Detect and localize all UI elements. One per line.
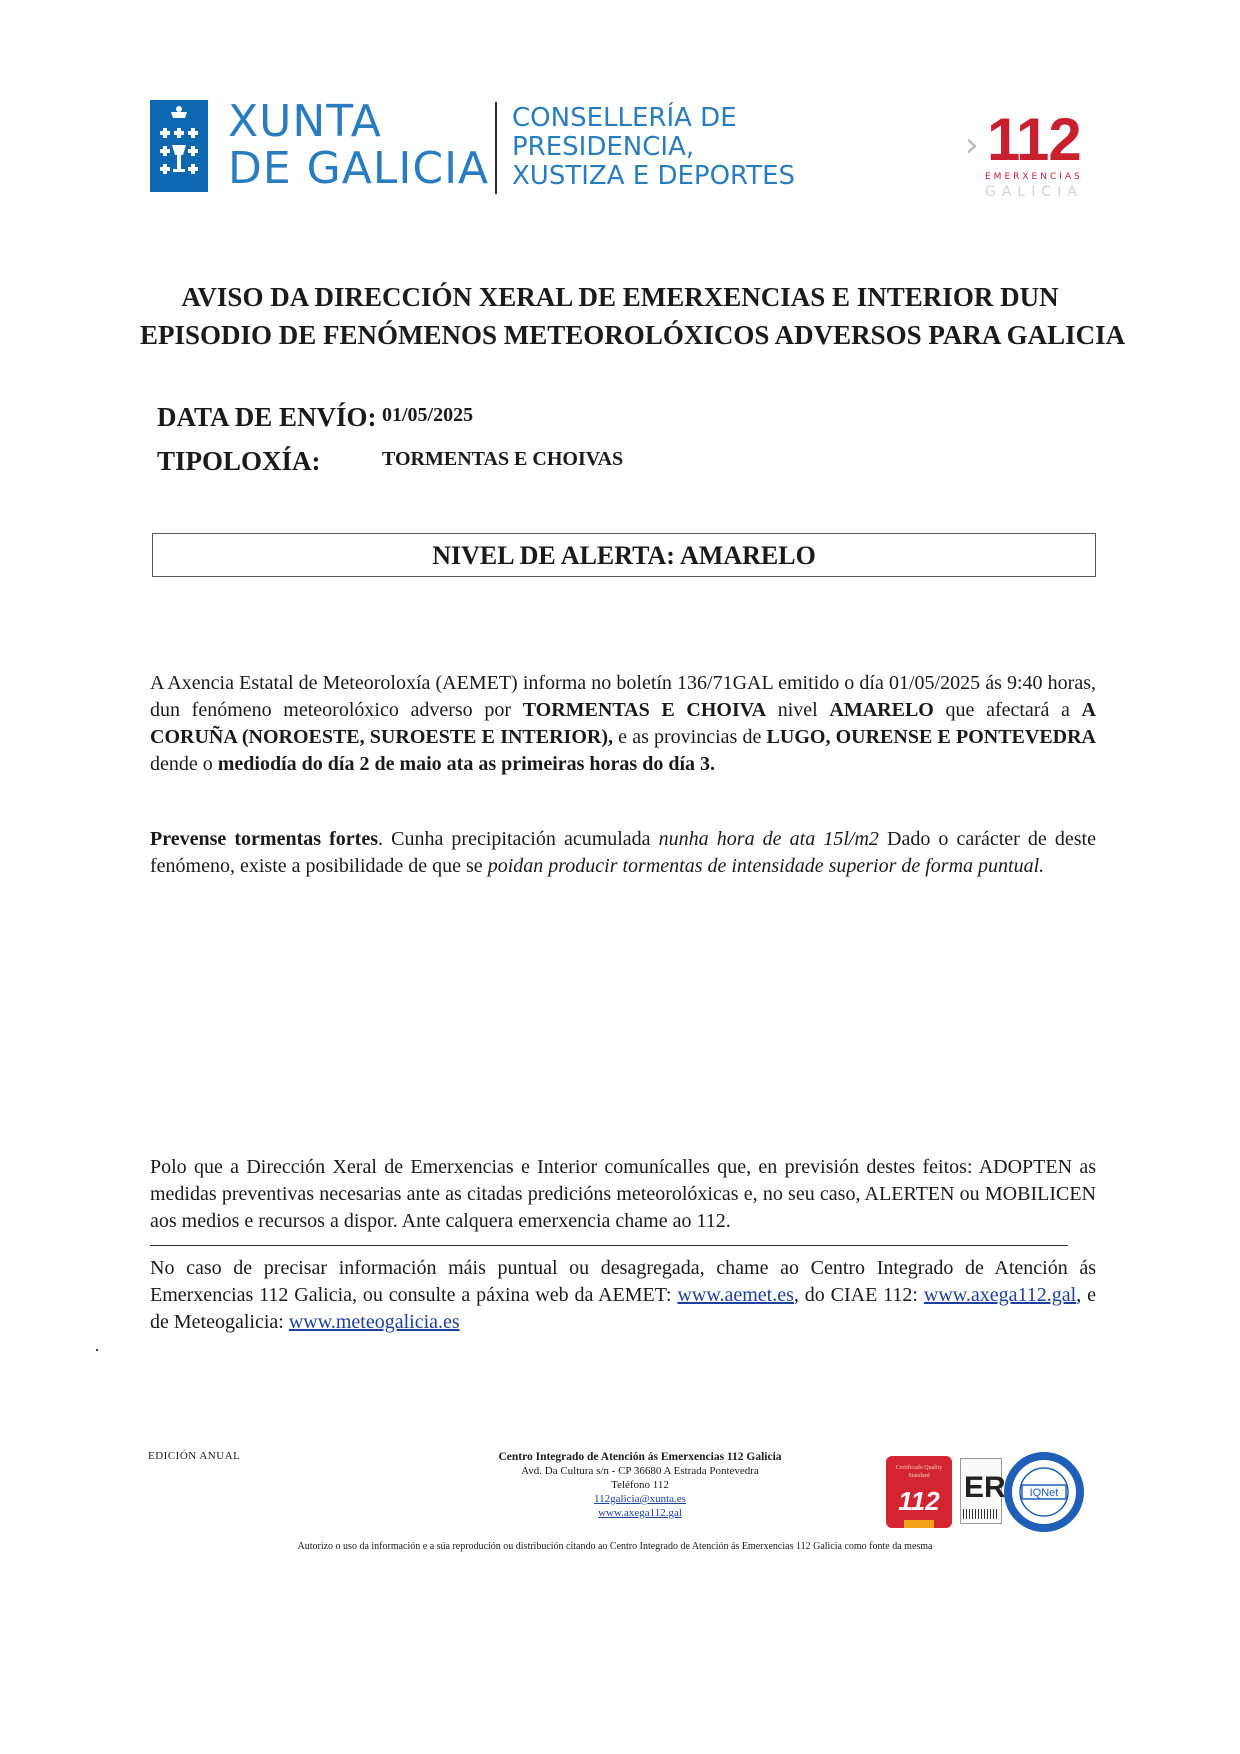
date-label: DATA DE ENVÍO: bbox=[157, 402, 377, 432]
date-value: 01/05/2025 bbox=[382, 404, 474, 426]
p1-bold-coruna: A CORUÑA (NOROESTE, SUROESTE E INTERIOR), bbox=[150, 699, 1096, 748]
paragraph-measures: Polo que a Dirección Xeral de Emerxencias e Interior comunícalles que, en previsión destes feitos: ADOPTEN as medidas preventivas necesarias ante as citadas predicións meteorolóxicas e, no seu caso, ALERTEN ou MOBILICEN aos medios e recursos a dispor. Ante calquera emerxencia chame ao 112. bbox=[150, 1156, 1096, 1232]
xunta-line1: XUNTA bbox=[228, 96, 382, 147]
footer-address: Avd. Da Cultura s/n - CP 36680 A Estrada Pontevedra bbox=[521, 1465, 759, 1477]
e112-subtitle: EMERXENCIAS bbox=[985, 172, 1083, 182]
p4-text2: , do CIAE 112: bbox=[793, 1284, 924, 1306]
cert-er-text: ER bbox=[964, 1471, 1006, 1504]
conselleria-name bbox=[512, 104, 795, 191]
paragraph-forecast bbox=[150, 826, 1096, 880]
iqnet-certificate-icon bbox=[1004, 1452, 1084, 1532]
axega112-link[interactable]: www.axega112.gal bbox=[923, 1284, 1077, 1306]
chevron-right-icon: › bbox=[965, 125, 979, 165]
footer-center-title: Centro Integrado de Atención ás Emerxencias 112 Galicia bbox=[498, 1451, 782, 1463]
type-value: TORMENTAS E CHOIVAS bbox=[382, 448, 624, 470]
p1-text5: dende o bbox=[150, 753, 218, 775]
p4-text3: , e de Meteogalicia: bbox=[150, 1284, 1096, 1333]
aenor-er-certificate-icon bbox=[960, 1458, 1006, 1524]
footer-web-link[interactable]: www.axega112.gal bbox=[598, 1507, 682, 1519]
cert-er-stripes bbox=[963, 1509, 999, 1519]
conselleria-line2: PRESIDENCIA, bbox=[512, 132, 695, 162]
conselleria-line3: XUSTIZA E DEPORTES bbox=[512, 161, 796, 191]
cert-112-small-text: Certificado Quality Standard bbox=[895, 1465, 943, 1479]
p2-italic-rain: nunha hora de ata 15l/m2 bbox=[658, 828, 879, 850]
p4-text1: No caso de precisar información máis puntual ou desagregada, chame ao Centro Integrado de Atención ás Emerxencias 112 Galicia, ou consulte a páxina web da AEMET: bbox=[150, 1257, 1096, 1306]
p1-text3: que afectará a bbox=[933, 699, 1082, 721]
aemet-link[interactable]: www.aemet.es bbox=[677, 1284, 794, 1306]
xunta-logo-text bbox=[228, 98, 489, 192]
p1-text2: nivel bbox=[766, 699, 830, 721]
alert-level-text: NIVEL DE ALERTA: AMARELO bbox=[432, 541, 816, 570]
separator-line bbox=[150, 1245, 1068, 1246]
xunta-line2: DE GALICIA bbox=[228, 143, 490, 194]
e112-region: GALICIA bbox=[985, 184, 1083, 200]
title-line2: EPISODIO DE FENÓMENOS METEOROLÓXICOS ADVERSOS PARA GALICIA bbox=[140, 320, 1126, 350]
e112-number: 112 bbox=[987, 106, 1081, 173]
document-title bbox=[140, 278, 1126, 354]
xunta-emblem-icon bbox=[150, 100, 208, 192]
header-divider bbox=[495, 102, 497, 194]
alert-level-box bbox=[152, 533, 1096, 577]
paragraph-aemet-report bbox=[150, 670, 1096, 778]
footer-usage-note: Autorizo o uso da información e a súa reprodución ou distribución citando ao Centro Integrado de Atención ás Emerxencias 112 Galicia como fonte da mesma bbox=[297, 1541, 933, 1552]
p1-bold-provinces: LUGO, OURENSE E PONTEVEDRA bbox=[766, 726, 1096, 748]
p2-bold-storms: Prevense tormentas fortes bbox=[150, 828, 378, 850]
p2-italic-intensity: poidan producir tormentas de intensidade superior de forma puntual. bbox=[487, 855, 1045, 877]
edition-label: EDICIÓN ANUAL bbox=[148, 1450, 241, 1462]
p1-bold-phenomenon: TORMENTAS E CHOIVA bbox=[522, 699, 767, 721]
emerxencias-112-logo bbox=[965, 106, 1095, 202]
type-label: TIPOLOXÍA: bbox=[157, 446, 321, 476]
p2-text1: . Cunha precipitación acumulada bbox=[378, 828, 659, 850]
cert-112-bar bbox=[904, 1520, 934, 1528]
footer-email-link[interactable]: 112galicia@xunta.es bbox=[594, 1493, 686, 1505]
footer-contact-block bbox=[440, 1450, 840, 1520]
conselleria-line1: CONSELLERÍA DE bbox=[512, 103, 737, 133]
p1-text4: e as provincias de bbox=[612, 726, 767, 748]
p1-bold-period: mediodía do día 2 de maio ata as primeiras horas do día 3. bbox=[217, 753, 716, 775]
footer-phone: Teléfono 112 bbox=[611, 1479, 669, 1491]
p1-text1: A Axencia Estatal de Meteoroloxía (AEMET) informa no boletín 136/71GAL emitido o día 01/05/2025 ás 9:40 horas, dun fenómeno meteorolóxico adverso por bbox=[150, 672, 1096, 721]
cert-iqnet-text: IQNet bbox=[1029, 1487, 1059, 1499]
meteogalicia-link[interactable]: www.meteogalicia.es bbox=[288, 1311, 460, 1333]
p1-bold-level: AMARELO bbox=[829, 699, 934, 721]
cert-112-number: 112 bbox=[898, 1486, 940, 1516]
scan-mark bbox=[96, 1349, 98, 1351]
title-line1: AVISO DA DIRECCIÓN XERAL DE EMERXENCIAS E INTERIOR DUN bbox=[181, 282, 1059, 312]
quality-112-certificate-icon bbox=[886, 1456, 952, 1528]
p2-text2: Dado o carácter de deste fenómeno, existe a posibilidade de que se bbox=[150, 828, 1096, 877]
paragraph-contact bbox=[150, 1255, 1096, 1336]
